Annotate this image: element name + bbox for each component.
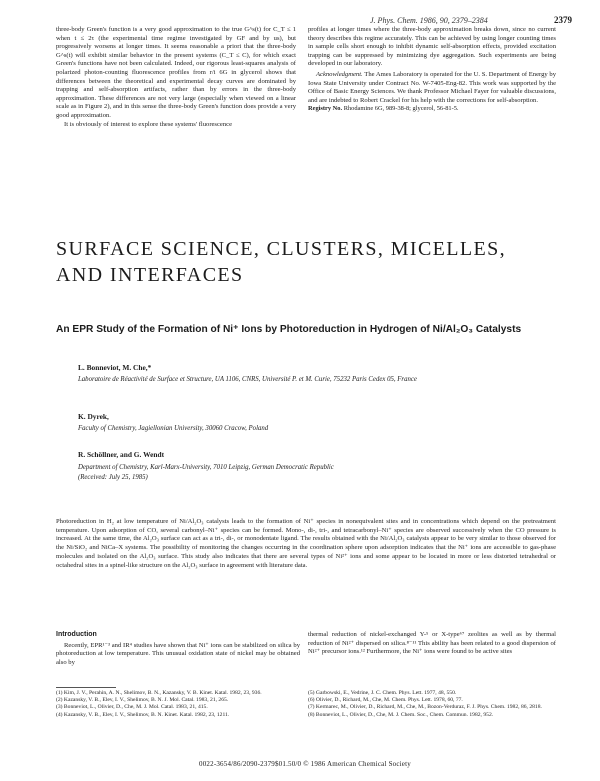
reference-item: (5) Garbowski, E., Vedrine, J. C. Chem. Phys. Lett. 1977, 48, 550. xyxy=(308,690,457,696)
author-names: R. Schöllner, and G. Wendt xyxy=(78,450,165,459)
prev-article-paragraph: It is obviously of interest to explore these systems' fluorescence xyxy=(64,120,233,128)
prev-article-left-column xyxy=(56,26,296,129)
article-title: An EPR Study of the Formation of Ni⁺ Ions by Photoreduction in Hydrogen of Ni/Al₂O₃ Catalysts xyxy=(56,324,522,335)
author-affiliation: Department of Chemistry, Karl-Marx-University, 7010 Leipzig, German Democratic Republic xyxy=(78,464,334,471)
registry-text: Rhodamine 6G, 989-38-8; glycerol, 56-81-5. xyxy=(343,105,459,113)
page-footer: 0022-3654/86/2090-2379$01.50/0 © 1986 American Chemical Society xyxy=(199,760,411,768)
reference-item: (7) Kermarec, M., Olivier, D., Richard, M., Che, M., Bozon-Verduraz, F. J. Phys. Chem. 1982, 86, 2818. xyxy=(308,704,542,711)
acknowledgment xyxy=(308,71,556,105)
intro-heading: Introduction xyxy=(56,631,97,638)
reference-item: (4) Kazansky, V. B., Elev, I. V., Shelimov, B. N. Kinet. Katal. 1982, 23, 1211. xyxy=(56,711,230,718)
prev-article-paragraph: profiles at longer times where the three-body approximation breaks down, since no current theory describes this regime accurately. This can be achieved by using longer counting times in sample cells short enough to inhibit dynamic self-absorption effects, provided excitation trapping can be suppressed by minimizing dye aggregation. Such experiments are being developed in our laboratory. xyxy=(308,26,556,68)
page-number: 2379 xyxy=(554,15,572,25)
reference-item: (6) Olivier, D., Richard, M., Che, M. Chem. Phys. Lett. 1978, 60, 77. xyxy=(308,697,463,704)
footnote-rule xyxy=(56,687,116,688)
references-left xyxy=(56,690,300,719)
prev-article-right-column xyxy=(308,26,556,114)
intro-right-column: thermal reduction of nickel-exchanged Y-⁵ or X-type⁶⁷ zeolites as well as by thermal reduction of Ni²⁺ dispersed on silica.⁸⁻¹¹ This ability has been related to a good dispersion of Ni²⁺ precursor ions.¹² Furthermore, the Ni⁺ ions were found to be active sites xyxy=(308,631,556,656)
author-names: L. Bonneviot, M. Che,* xyxy=(78,363,152,372)
registry-numbers xyxy=(308,105,556,114)
registry-label: Registry No. xyxy=(308,105,343,113)
references-right xyxy=(308,690,556,719)
reference-item: (3) Bonneviot, L., Olivier, D., Che, M. J. Mol. Catal. 1983, 21, 415. xyxy=(56,704,208,711)
acknowledgment-label: Acknowledgment. xyxy=(316,70,363,78)
abstract: Photoreduction in H₂ at low temperature of Ni/Al₂O₃ catalysts leads to the formation of Ni⁺ species in nonequivalent sites and in concentrations which depend on the pretreatment temperature. Upon adsorption of CO, several carbonyl–Ni⁺ species can be formed. Mono-, di-, tri-, and tetracarbonyl–Ni⁺ species are observed successively when the CO pressure is increased. At the same time, the Al₂O₃ surface can act as a tri-, di-, or monodentate ligand. The results obtained with the Ni/Al₂O₃ catalysts appear to be very similar to those observed for the Ni/SiO₂ and NiCa–X systems. The possibility of monitoring the changes occurring in the coordination sphere upon adsorption indicates that the Ni⁺ ions are accessible to gas-phase molecules and isolated on the Al₂O₃ surface. This study also indicates that there are several types of Ni²⁺ ions and some appear to be located in more or less distorted tetrahedral or octahedral sites in a spinel-like structure on the Al₂O₃ surface in agreement with literature data. xyxy=(56,518,556,569)
reference-item: (1) Kim, J. V., Perahin, A. N., Shelimov, B. N., Kazansky, V. B. Kinet. Katal. 1982, 23, 936. xyxy=(56,690,262,696)
intro-left-column xyxy=(56,631,300,667)
author-names: K. Dyrek, xyxy=(78,412,109,421)
reference-item: (2) Kazansky, V. B., Elev, I. V., Shelimov, B. N. J. Mol. Catal. 1983, 21, 265. xyxy=(56,697,229,704)
intro-paragraph: Recently, EPR¹⁻³ and IR⁴ studies have shown that Ni⁺ ions can be stabilized on silica by photoreduction at low temperature. This unusual oxidation state of nickel may be obtained also by xyxy=(56,641,300,666)
received-date: (Received: July 25, 1985) xyxy=(78,474,148,481)
prev-article-paragraph: three-body Green's function is a very good approximation to the true G^s(t) for C_T ≤ 1 when t ≤ 2τ (the experimental time regime investigated by GF and by us), but progressively worsens at longer times. It seems reasonable a priori that the three-body G^s(t) will exhibit similar behavior in the present systems (C_T ≤ C), for which exact Green's functions have not been calculated. Indeed, our rigorous least-squares analysis of polarized photon-counting fluorescence profiles from r/i 6G in glycerol shows that differences between the theoretical and experimental decay curves are dominated by trapping and self-absorption artifacts, rather than by errors in the three-body approximation. These differences are not very large (especially when viewed on a linear scale as in Figure 2), and in this sense the three-body Green's function does provide a very good approximation. xyxy=(56,26,296,119)
acknowledgment-text: The Ames Laboratory is operated for the U. S. Department of Energy by Iowa State University under Contract No. W-7405-Eng-82. This work was supported by the Office of Basic Energy Sciences. We thank Professor Michael Fayer for valuable discussions, and are indebted to Robert Crackel for his help with the corrections for self-absorption. xyxy=(308,70,557,104)
author-affiliation: Laboratoire de Réactivité de Surface et Structure, UA 1106, CNRS, Université P. et M. Curie, 75232 Paris Cedex 05, France xyxy=(78,376,417,383)
reference-item: (8) Bonneviot, L., Olivier, D., Che, M. J. Chem. Soc., Chem. Commun. 1982, 952. xyxy=(308,711,494,718)
running-head: J. Phys. Chem. 1986, 90, 2379–2384 xyxy=(370,16,488,25)
section-heading: SURFACE SCIENCE, CLUSTERS, MICELLES, AND INTERFACES xyxy=(56,238,507,286)
author-affiliation: Faculty of Chemistry, Jagiellonian University, 30060 Cracow, Poland xyxy=(78,425,269,432)
